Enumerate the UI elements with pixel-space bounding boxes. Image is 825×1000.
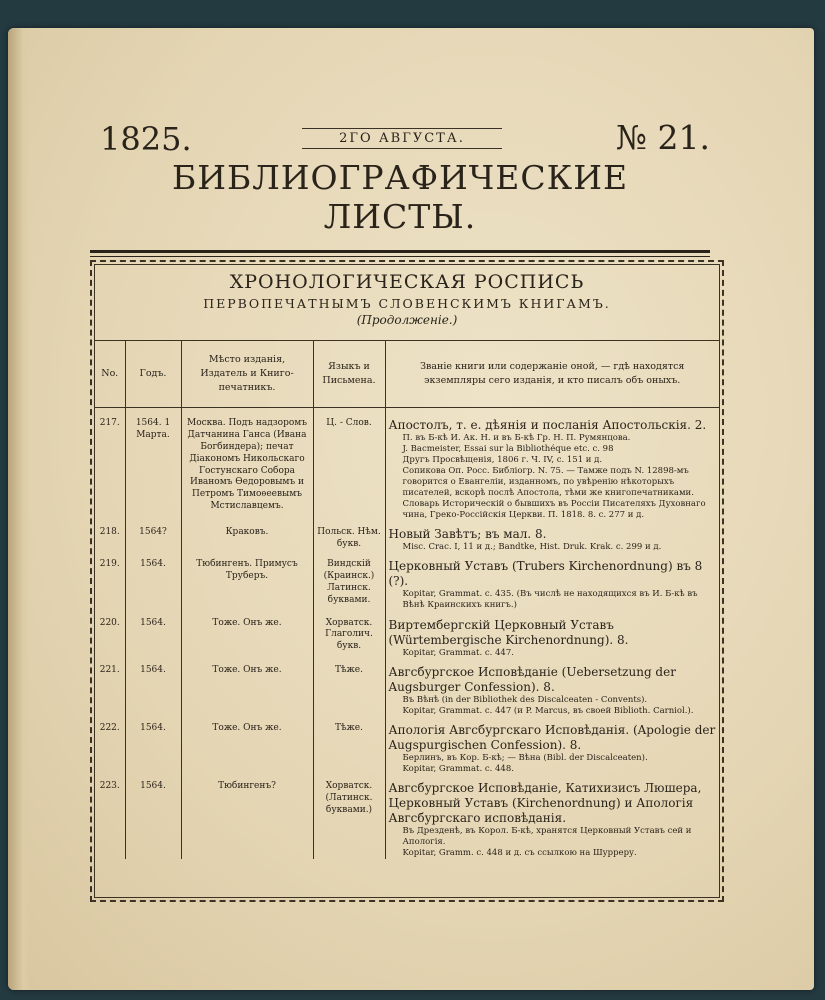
row-title-cell (385, 408, 719, 522)
row-place: Тоже. Онъ же. (181, 612, 313, 659)
row-number: 217. (95, 408, 125, 522)
row-year: 1564. (125, 775, 181, 859)
bibliographic-note: J. Bacmeister, Essai sur la Bibliothéque etc. c. 98 (402, 444, 614, 455)
row-number: 223. (95, 775, 125, 859)
catalog-frame (90, 260, 724, 902)
section-heading (95, 265, 719, 341)
page-sheet (8, 28, 814, 990)
row-language: Польск. Нѣм. букв. (313, 521, 385, 553)
masthead-rule-thick (90, 250, 710, 253)
row-year: 1564. (125, 553, 181, 611)
row-title-cell (385, 659, 719, 717)
issue-date: 2ГО АВГУСТА. (302, 128, 502, 149)
row-language: Ц. - Слов. (313, 408, 385, 522)
row-number: 222. (95, 717, 125, 775)
bibliographic-note: Берлинъ, въ Кор. Б-кѣ; — Вѣна (Bibl. der Discalceaten). (402, 752, 648, 763)
publication-title: БИБЛИОГРАФИЧЕСКИЕ ЛИСТЫ. (171, 158, 629, 236)
book-title: Новый Завѣтъ; въ мал. 8. (388, 527, 547, 542)
table-header-row (95, 341, 719, 408)
row-year: 1564. (125, 612, 181, 659)
table-row (95, 612, 719, 659)
table-row (95, 717, 719, 775)
book-title: Апостолъ, т. е. дѣянія и посланія Апостольскія. 2. (388, 418, 707, 432)
issue-number: № 21. (615, 118, 710, 157)
row-year: 1564. (125, 717, 181, 775)
table-row (95, 659, 719, 717)
row-language: Хорватск. (Латинск. буквами.) (313, 775, 385, 859)
row-language: Хорватск. Глаголич. букв. (313, 612, 385, 659)
header-language: Языкъ и Письмена. (313, 341, 385, 408)
binding-gutter (8, 28, 30, 990)
bibliographic-note: Словарь Историческій о бывшихъ въ Россіи Писателяхъ Духовнаго чина, Греко-Россійскія Церкви. П. 1818. 8. с. 277 и д. (402, 499, 706, 521)
book-title: Церковный Уставъ (Trubers Kirchenordnung) въ 8 (?). (388, 559, 703, 589)
row-title-cell (385, 717, 719, 775)
bibliographic-note: Kopitar, Grammat. c. 447. (402, 647, 514, 658)
section-subtitle: ПЕРВОПЕЧАТНЫМЪ СЛОВЕНСКИМЪ КНИГАМЪ. (203, 296, 611, 311)
row-place: Тюбингенъ. Примусъ Труберъ. (181, 553, 313, 611)
row-place: Тоже. Онъ же. (181, 659, 313, 717)
header-year: Годъ. (125, 341, 181, 408)
row-place: Тюбингенъ? (181, 775, 313, 859)
book-title: Апологія Авгсбургскаго Исповѣданія. (Apologie der Augspurgischen Confession). 8. (388, 722, 716, 752)
bibliographic-note: Другъ Просвѣщенія, 1806 г. Ч. IV, с. 151 и д. (402, 455, 603, 466)
row-number: 218. (95, 521, 125, 553)
bibliographic-note: Въ Вѣнѣ (in der Bibliothek des Discalceaten - Convents). (402, 694, 648, 705)
row-title-cell (385, 553, 719, 611)
row-number: 219. (95, 553, 125, 611)
row-title-cell (385, 775, 719, 859)
bibliographic-note: Kopitar, Gramm. c. 448 и д. съ ссылкою на Шурреру. (402, 847, 637, 858)
row-number: 220. (95, 612, 125, 659)
header-number: No. (95, 341, 125, 408)
row-number: 221. (95, 659, 125, 717)
row-language: Виндскій (Краинск.) Латинск. буквами. (313, 553, 385, 611)
book-title: Авгсбургское Исповѣданіе (Uebersetzung der Augsburger Confession). 8. (388, 664, 676, 694)
table-row (95, 408, 719, 522)
masthead-rule-thin (90, 256, 710, 257)
bibliographic-note: П. въ Б-кѣ И. Ак. Н. и въ Б-кѣ Гр. Н. П. Румянцова. (402, 433, 631, 443)
bibliographic-note: Kopitar, Grammat. c. 448. (402, 763, 514, 774)
book-title: Виртембергскій Церковный Уставъ (Würtembergische Kirchenordnung). 8. (388, 617, 629, 647)
row-place: Тоже. Онъ же. (181, 717, 313, 775)
row-title-cell (385, 521, 719, 553)
bibliographic-note: Сопикова Оп. Росс. Библіогр. N. 75. — Тамже подъ N. 12898-мъ говорится о Евангеліи, изданномъ, по увѣренію нѣкоторыхъ писателей, вскорѣ послѣ Апостола, тѣми же книгопечатниками. (402, 466, 694, 499)
bibliographic-note: Въ Дрезденѣ, въ Корол. Б-кѣ, хранятся Церковный Уставъ сей и Апологія. (402, 825, 692, 847)
catalog-table (95, 341, 719, 859)
header-title: Званіе книги или содержаніе оной, — гдѣ находятся экземпляры сего изданія, и кто писалъ объ оныхъ. (385, 341, 719, 408)
section-title: ХРОНОЛОГИЧЕСКАЯ РОСПИСЬ (229, 271, 585, 293)
table-row (95, 553, 719, 611)
row-year: 1564. (125, 659, 181, 717)
row-language: Тѣже. (313, 717, 385, 775)
issue-year: 1825. (100, 120, 192, 158)
bibliographic-note: Kopitar, Grammat. c. 447 (и P. Marcus, въ своей Biblioth. Carniol.). (402, 705, 694, 716)
masthead (90, 106, 710, 257)
row-title-cell (385, 612, 719, 659)
table-row (95, 775, 719, 859)
table-row (95, 521, 719, 553)
header-place: Мѣсто изданія, Издатель и Книго-печатникъ. (181, 341, 313, 408)
row-year: 1564. 1 Марта. (125, 408, 181, 522)
book-title: Авгсбургское Исповѣданіе, Катихизисъ Люшера, Церковный Уставъ (Kirchenordnung) и Апологія Авгсбургскаго исповѣданія. (388, 780, 702, 825)
bibliographic-note: Kopitar, Grammat. c. 435. (Въ числѣ не находящихся въ И. Б-кѣ въ Вѣнѣ Краинскихъ книгъ.) (402, 589, 698, 611)
row-year: 1564? (125, 521, 181, 553)
row-place: Москва. Подъ надзоромъ Датчанина Ганса (Ивана Богбиндера); печат Діакономъ Никольскаго Гостунскаго Собора Иваномъ Ѳедоровымъ и Петромъ Тимоѳеевымъ Мстиславцемъ. (181, 408, 313, 522)
continuation-note: (Продолженіе.) (356, 313, 458, 327)
row-place: Краковъ. (181, 521, 313, 553)
bibliographic-note: Misc. Crac. I, 11 и д.; Bandtke, Hist. Druk. Krak. c. 299 и д. (402, 542, 662, 553)
row-language: Тѣже. (313, 659, 385, 717)
